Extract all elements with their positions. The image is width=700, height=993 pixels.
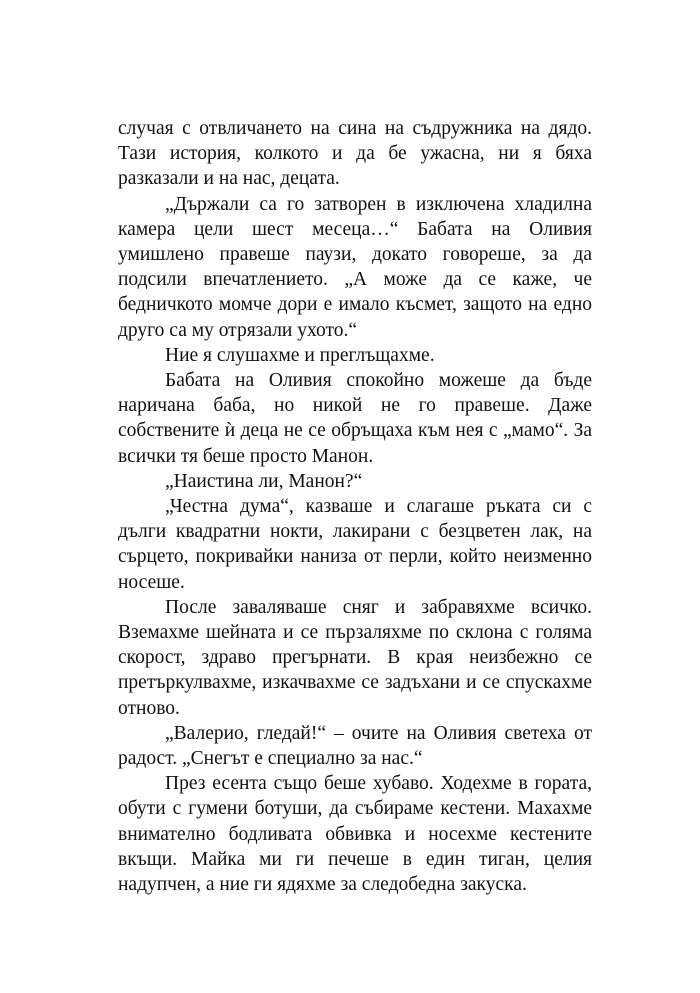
page-text bbox=[118, 116, 592, 897]
paragraph-question: „Наистина ли, Манон?“ bbox=[165, 470, 363, 492]
paragraph-honest-word: „Честна дума“, казваше и слагаше ръката си с дълги квадратни нокти, лакирани с безцветен лак, на сърцето, покривайки наниза от перли, който неизменно носеше. bbox=[118, 496, 592, 593]
paragraph-manon: Бабата на Оливия спокойно можеше да бъде наричана баба, но никой не го правеше. Даже собствените ѝ деца не се обръщаха към нея с „мамо“. За всички тя беше просто Манон. bbox=[118, 370, 592, 467]
paragraph-listening: Ние я слушахме и преглъщахме. bbox=[165, 344, 435, 366]
paragraph-continuation: случая с отвличането на сина на съдружника на дядо. Тази история, колкото и да бе ужасна, ни я бяха разказали и на нас, децата. bbox=[118, 118, 592, 190]
paragraph-autumn: През есента също беше хубаво. Ходехме в гората, обути с гумени ботуши, да събираме кестени. Махахме внимателно бодливата обвивка и носехме кестените вкъщи. Майка ми ги печеше в един тиган, целия надупчен, а ние ги ядяхме за следобедна закуска. bbox=[118, 773, 592, 896]
paragraph-snow: После заваляваше сняг и забравяхме всичко. Вземахме шейната и се пързаляхме по склона с голяма скорост, здраво прегърнати. В края неизбежно се претъркулвахме, изкачвахме се задъхани и се спускахме отново. bbox=[118, 596, 592, 719]
paragraph-cold-storage: „Държали са го затворен в изключена хладилна камера цели шест месеца…“ Бабата на Оливия умишлено правеше паузи, докато говореше, за да подсили впечатлението. „А може да се каже, че бедничкото момче дори е имало късмет, защото на едно друго са му отрязали ухото.“ bbox=[118, 193, 592, 341]
paragraph-valerio: „Валерио, гледай!“ – очите на Оливия светеха от радост. „Снегът е специално за нас.“ bbox=[118, 722, 592, 770]
